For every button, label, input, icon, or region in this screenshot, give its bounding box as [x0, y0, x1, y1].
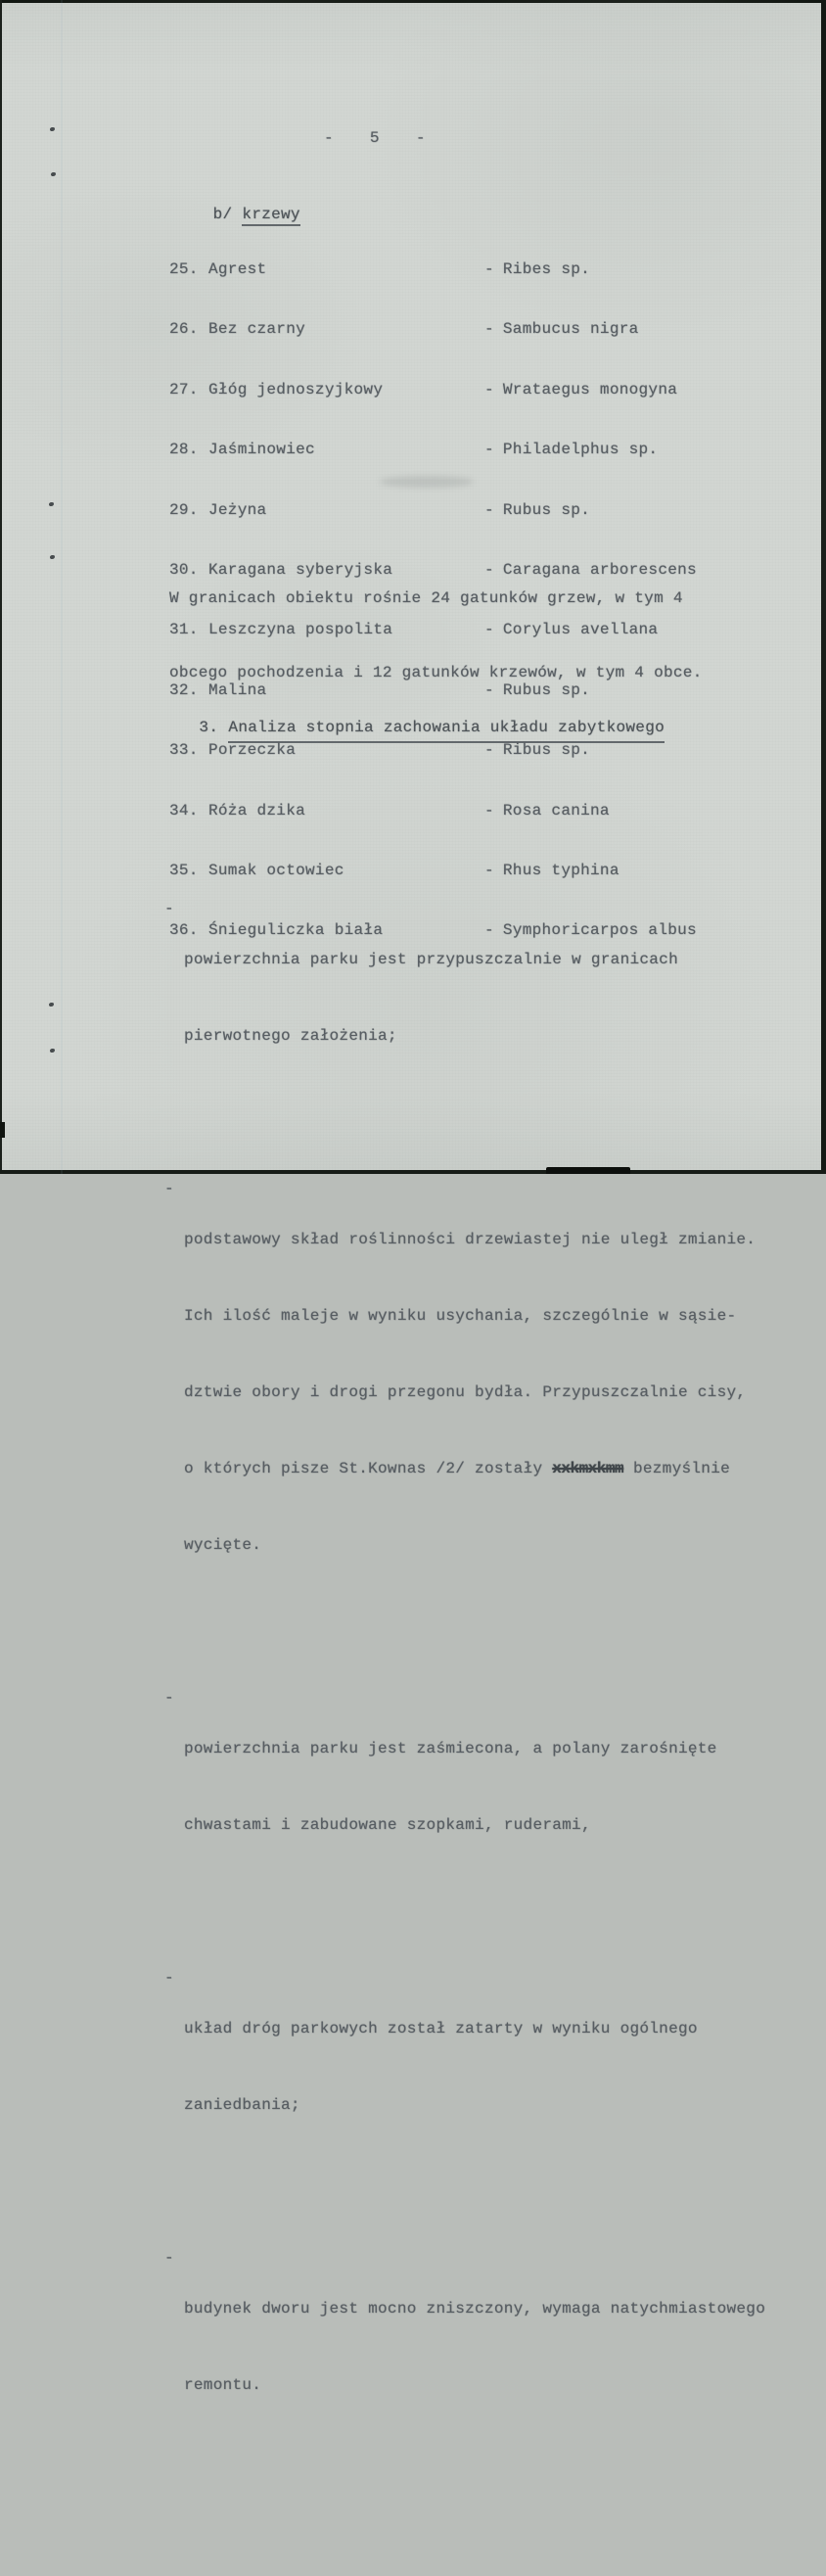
bullet-line: budynek dworu jest mocno zniszczony, wymaga natychmiastowego [184, 2300, 766, 2318]
paper-fiber-line [61, 0, 63, 1174]
polish-name: Bez czarny [208, 320, 306, 339]
bullet-line: remontu. [184, 2376, 262, 2394]
polish-name: Leszczyna pospolita [208, 621, 393, 639]
polish-name: Śnieguliczka biała [208, 921, 384, 940]
latin-dash: - [484, 861, 494, 879]
bullet-line: chwastami i zabudowane szopkami, ruderami, [184, 1816, 591, 1834]
item-number: 32. [169, 680, 199, 699]
list-item [169, 258, 697, 282]
strike-line-before: o których pisze St.Kownas /2/ zostały [184, 1460, 553, 1477]
item-number: 30. [169, 560, 199, 579]
list-item [169, 317, 697, 342]
bullet-dash: - [164, 1180, 174, 1197]
latin-name: Sambucus nigra [502, 320, 639, 339]
bullet-item [164, 1965, 765, 2169]
latin-dash: - [484, 380, 494, 398]
polish-name: Głóg jednoszyjkowy [208, 380, 384, 398]
bullet-dash: - [164, 1969, 174, 1987]
latin-dash: - [484, 801, 494, 820]
latin-name: Ribus sp. [502, 741, 591, 760]
bullet-item [164, 896, 765, 1100]
item-number: 25. [169, 260, 199, 278]
bullet-item [164, 1685, 765, 1889]
bullet-line [184, 1456, 756, 1481]
scan-speck [50, 127, 55, 131]
latin-dash: - [484, 560, 494, 579]
bullet-line: dztwie obory i drogi przegonu bydła. Przypuszczalnie cisy, [184, 1383, 747, 1401]
latin-name: Ribes sp. [502, 260, 591, 278]
polish-name: Porzeczka [208, 741, 297, 760]
item-number: 31. [169, 621, 199, 639]
item-number: 35. [169, 861, 199, 879]
list-item [169, 378, 697, 402]
page-number [324, 129, 426, 147]
strike-line-after: bezmyślnie [623, 1460, 730, 1477]
latin-dash: - [484, 741, 494, 760]
latin-dash: - [484, 680, 494, 699]
section-3-heading [141, 689, 765, 769]
list-item [169, 438, 697, 462]
page-number-dash-left: - [324, 129, 334, 147]
scan-speck [50, 555, 55, 559]
section-3-number: 3. [199, 719, 219, 736]
strikethrough-text: xxkmxkmm [552, 1460, 624, 1477]
polish-name: Malina [208, 680, 267, 699]
item-number: 28. [169, 441, 199, 459]
polish-name: Sumak octowiec [208, 861, 344, 879]
scan-speck [49, 502, 54, 506]
bullet-dash: - [164, 2249, 174, 2267]
latin-name: Caragana arborescens [502, 560, 697, 579]
list-item [169, 498, 697, 523]
latin-name: Rubus sp. [502, 500, 591, 519]
bullet-item [164, 2245, 765, 2449]
page-number-digit: 5 [369, 129, 380, 147]
section-b-title: krzewy [242, 206, 299, 226]
latin-name: Philadelphus sp. [502, 441, 659, 459]
scan-edge-blob [0, 1122, 5, 1138]
latin-dash: - [484, 441, 494, 459]
polish-name: Róża dzika [208, 801, 306, 820]
polish-name: Agrest [208, 260, 267, 278]
page-number-dash-right: - [415, 129, 426, 147]
latin-name: Symphoricarpos albus [502, 921, 697, 940]
bullet-line: pierwotnego założenia; [184, 1027, 397, 1045]
latin-name: Rubus sp. [502, 680, 591, 699]
bullet-line: zaniedbania; [184, 2096, 300, 2114]
section-3-title: Analiza stopnia zachowania układu zabytkowego [228, 715, 665, 743]
scan-edge-right [821, 0, 826, 1174]
bullet-line: powierzchnia parku jest zaśmiecona, a polany zarośnięte [184, 1740, 717, 1757]
item-number: 27. [169, 380, 199, 398]
latin-dash: - [484, 320, 494, 339]
latin-name: Corylus avellana [502, 621, 659, 639]
scan-speck [51, 172, 56, 176]
latin-dash: - [484, 921, 494, 940]
latin-name: Rosa canina [502, 801, 610, 820]
bullet-line: układ dróg parkowych został zatarty w wyniku ogólnego [184, 2020, 698, 2037]
summary-line: obcego pochodzenia i 12 gatunków krzewów, w tym 4 obce. [169, 664, 703, 682]
scan-edge-left [0, 0, 2, 1174]
item-number: 26. [169, 320, 199, 339]
item-number: 33. [169, 741, 199, 760]
item-number: 29. [169, 500, 199, 519]
latin-dash: - [484, 621, 494, 639]
bullet-line: podstawowy skład roślinności drzewiastej nie uległ zmianie. [184, 1231, 757, 1248]
latin-name: Wrataegus monogyna [502, 380, 678, 398]
latin-dash: - [484, 500, 494, 519]
item-number: 34. [169, 801, 199, 820]
summary-line: W granicach obiektu rośnie 24 gatunków grzew, w tym 4 [169, 588, 683, 607]
bullet-dash: - [164, 900, 174, 917]
bullet-line: wycięte. [184, 1536, 262, 1554]
latin-dash: - [484, 260, 494, 278]
section-3 [141, 638, 765, 2576]
bullet-dash: - [164, 1689, 174, 1707]
scan-speck [49, 1003, 54, 1007]
bullet-item [164, 1176, 765, 1609]
bullet-line: powierzchnia parku jest przypuszczalnie w granicach [184, 951, 678, 968]
polish-name: Jeżyna [208, 500, 267, 519]
polish-name: Karagana syberyjska [208, 560, 393, 579]
bullet-list [164, 820, 765, 2525]
item-number: 36. [169, 921, 199, 940]
scan-speck [50, 1049, 55, 1053]
section-b-label: b/ [212, 206, 233, 223]
scan-edge-top [0, 0, 826, 3]
latin-name: Rhus typhina [502, 861, 620, 879]
bullet-line: Ich ilość maleje w wyniku usychania, szczególnie w sąsie- [184, 1307, 737, 1325]
polish-name: Jaśminowiec [208, 441, 315, 459]
